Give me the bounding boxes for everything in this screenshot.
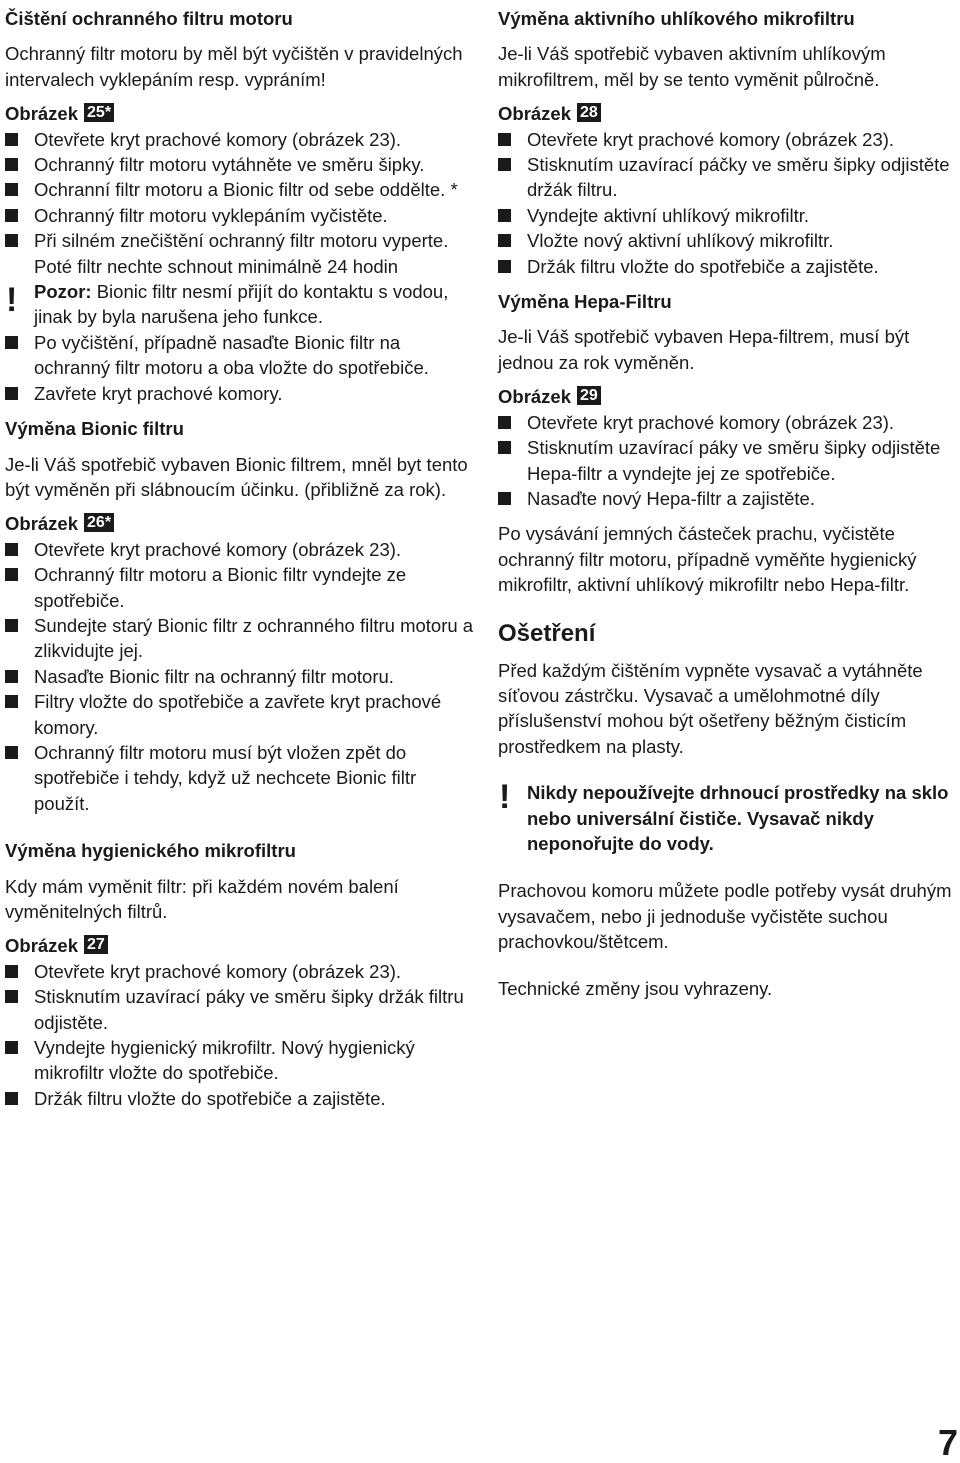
figure-number-badge: 29 [577, 386, 601, 405]
figure-reference [5, 511, 475, 536]
warning-label: Pozor: [34, 281, 92, 303]
page-number: 7 [937, 1422, 958, 1463]
paragraph: Je-li Váš spotřebič vybaven Bionic filtrem, mněl byt tento být vyměněn při slábnoucím účinku. (přibližně za rok). [5, 453, 468, 500]
figure-number-badge: 26* [84, 513, 114, 532]
list-item: Nasaďte Bionic filtr na ochranný filtr motoru. [5, 664, 475, 689]
instruction-list [498, 127, 960, 279]
list-item: Otevřete kryt prachové komory (obrázek 23). [5, 959, 475, 984]
warning-block: ! Nikdy nepoužívejte drhnoucí prostředky na sklo nebo universální čističe. Vysavač nikdy neponořujte do vody. [498, 780, 960, 856]
spacer [498, 866, 960, 878]
list-item: Stisknutím uzavírací páky ve směru šipky odjistěte Hepa-filtr a vyndejte jej ze spotřebiče. [498, 435, 960, 486]
section-title: Výměna Hepa-Filtru [498, 291, 672, 313]
list-item: Filtry vložte do spotřebiče a zavřete kryt prachové komory. [5, 689, 475, 740]
section-heading: Ošetření [498, 619, 596, 647]
paragraph: Prachovou komoru můžete podle potřeby vysát druhým vysavačem, nebo ji jednoduše vyčistěte suchou prachovkou/štětcem. [498, 880, 952, 953]
figure-label: Obrázek [498, 103, 572, 125]
warning-text: Bionic filtr nesmí přijít do kontaktu s vodou, jinak by byla narušena jeho funkce. [34, 281, 449, 328]
list-item: Ochranný filtr motoru vytáhněte ve směru šipky. [5, 152, 475, 177]
figure-label: Obrázek [5, 513, 79, 535]
figure-reference [498, 101, 960, 126]
paragraph: Před každým čištěním vypněte vysavač a vytáhněte síťovou zástrčku. Vysavač a umělohmotné díly příslušenství mohou být ošetřeny běžným čisticím prostředkem na plasty. [498, 659, 923, 757]
list-item: Otevřete kryt prachové komory (obrázek 23). [498, 410, 960, 435]
section-title: Výměna Bionic filtru [5, 418, 184, 440]
list-item: Při silném znečištění ochranný filtr motoru vyperte. Poté filtr nechte schnout minimálně 24 hodin [5, 228, 475, 279]
figure-reference [5, 101, 475, 126]
list-item: Otevřete kryt prachové komory (obrázek 23). [498, 127, 960, 152]
figure-reference [5, 933, 475, 958]
list-item: Po vyčištění, případně nasaďte Bionic filtr na ochranný filtr motoru a oba vložte do spotřebiče. [5, 330, 475, 381]
paragraph: Po vysávání jemných částeček prachu, vyčistěte ochranný filtr motoru, případně vyměňte hygienický mikrofiltr, aktivní uhlíkový mikrofiltr nebo Hepa-filtr. [498, 523, 917, 596]
left-column [5, 6, 475, 1121]
spacer [498, 768, 960, 780]
list-item: Nasaďte nový Hepa-filtr a zajistěte. [498, 486, 960, 511]
section-title: Výměna hygienického mikrofiltru [5, 840, 296, 862]
paragraph: Je-li Váš spotřebič vybaven Hepa-filtrem, musí být jednou za rok vyměněn. [498, 326, 910, 373]
warning-item [5, 279, 475, 330]
section-title: Čištění ochranného filtru motoru [5, 8, 293, 29]
instruction-list [5, 959, 475, 1111]
list-item: Vložte nový aktivní uhlíkový mikrofiltr. [498, 228, 960, 253]
list-item: Ochranný filtr motoru vyklepáním vyčistěte. [5, 203, 475, 228]
paragraph: Je-li Váš spotřebič vybaven aktivním uhlíkovým mikrofiltrem, měl by se tento vyměnit půlročně. [498, 43, 886, 90]
paragraph: Ochranný filtr motoru by měl být vyčištěn v pravidelných intervalech vyklepáním resp. vypráním! [5, 43, 463, 90]
list-item: Sundejte starý Bionic filtr z ochranného filtru motoru a zlikvidujte jej. [5, 613, 475, 664]
spacer [5, 826, 475, 838]
list-item: Otevřete kryt prachové komory (obrázek 23). [5, 127, 475, 152]
list-item: Vyndejte hygienický mikrofiltr. Nový hygienický mikrofiltr vložte do spotřebiče. [5, 1035, 475, 1086]
instruction-list [498, 410, 960, 512]
section-title: Výměna aktivního uhlíkového mikrofiltru [498, 8, 855, 29]
list-item: Držák filtru vložte do spotřebiče a zajistěte. [5, 1086, 475, 1111]
figure-number-badge: 25* [84, 103, 114, 122]
figure-reference [498, 384, 960, 409]
paragraph: Technické změny jsou vyhrazeny. [498, 977, 773, 999]
right-column [498, 6, 960, 1010]
list-item: Ochranný filtr motoru musí být vložen zpět do spotřebiče i tehdy, když už nechcete Bionic filtr použít. [5, 740, 475, 816]
figure-label: Obrázek [5, 103, 79, 125]
instruction-list [5, 537, 475, 816]
list-item: Stisknutím uzavírací páčky ve směru šipky odjistěte držák filtru. [498, 152, 960, 203]
figure-number-badge: 28 [577, 103, 601, 122]
list-item: Stisknutím uzavírací páky ve směru šipky držák filtru odjistěte. [5, 984, 475, 1035]
instruction-list [5, 127, 475, 406]
figure-number-badge: 27 [84, 935, 108, 954]
figure-label: Obrázek [498, 386, 572, 408]
list-item: Držák filtru vložte do spotřebiče a zajistěte. [498, 254, 960, 279]
list-item: Zavřete kryt prachové komory. [5, 381, 475, 406]
paragraph: Kdy mám vyměnit filtr: při každém novém balení vyměnitelných filtrů. [5, 875, 399, 922]
list-item: Ochranný filtr motoru a Bionic filtr vyndejte ze spotřebiče. [5, 562, 475, 613]
spacer [498, 964, 960, 976]
spacer [498, 607, 960, 619]
list-item: Ochranní filtr motoru a Bionic filtr od sebe oddělte. * [5, 177, 475, 202]
list-item: Vyndejte aktivní uhlíkový mikrofiltr. [498, 203, 960, 228]
figure-label: Obrázek [5, 935, 79, 957]
list-item: Otevřete kryt prachové komory (obrázek 23). [5, 537, 475, 562]
